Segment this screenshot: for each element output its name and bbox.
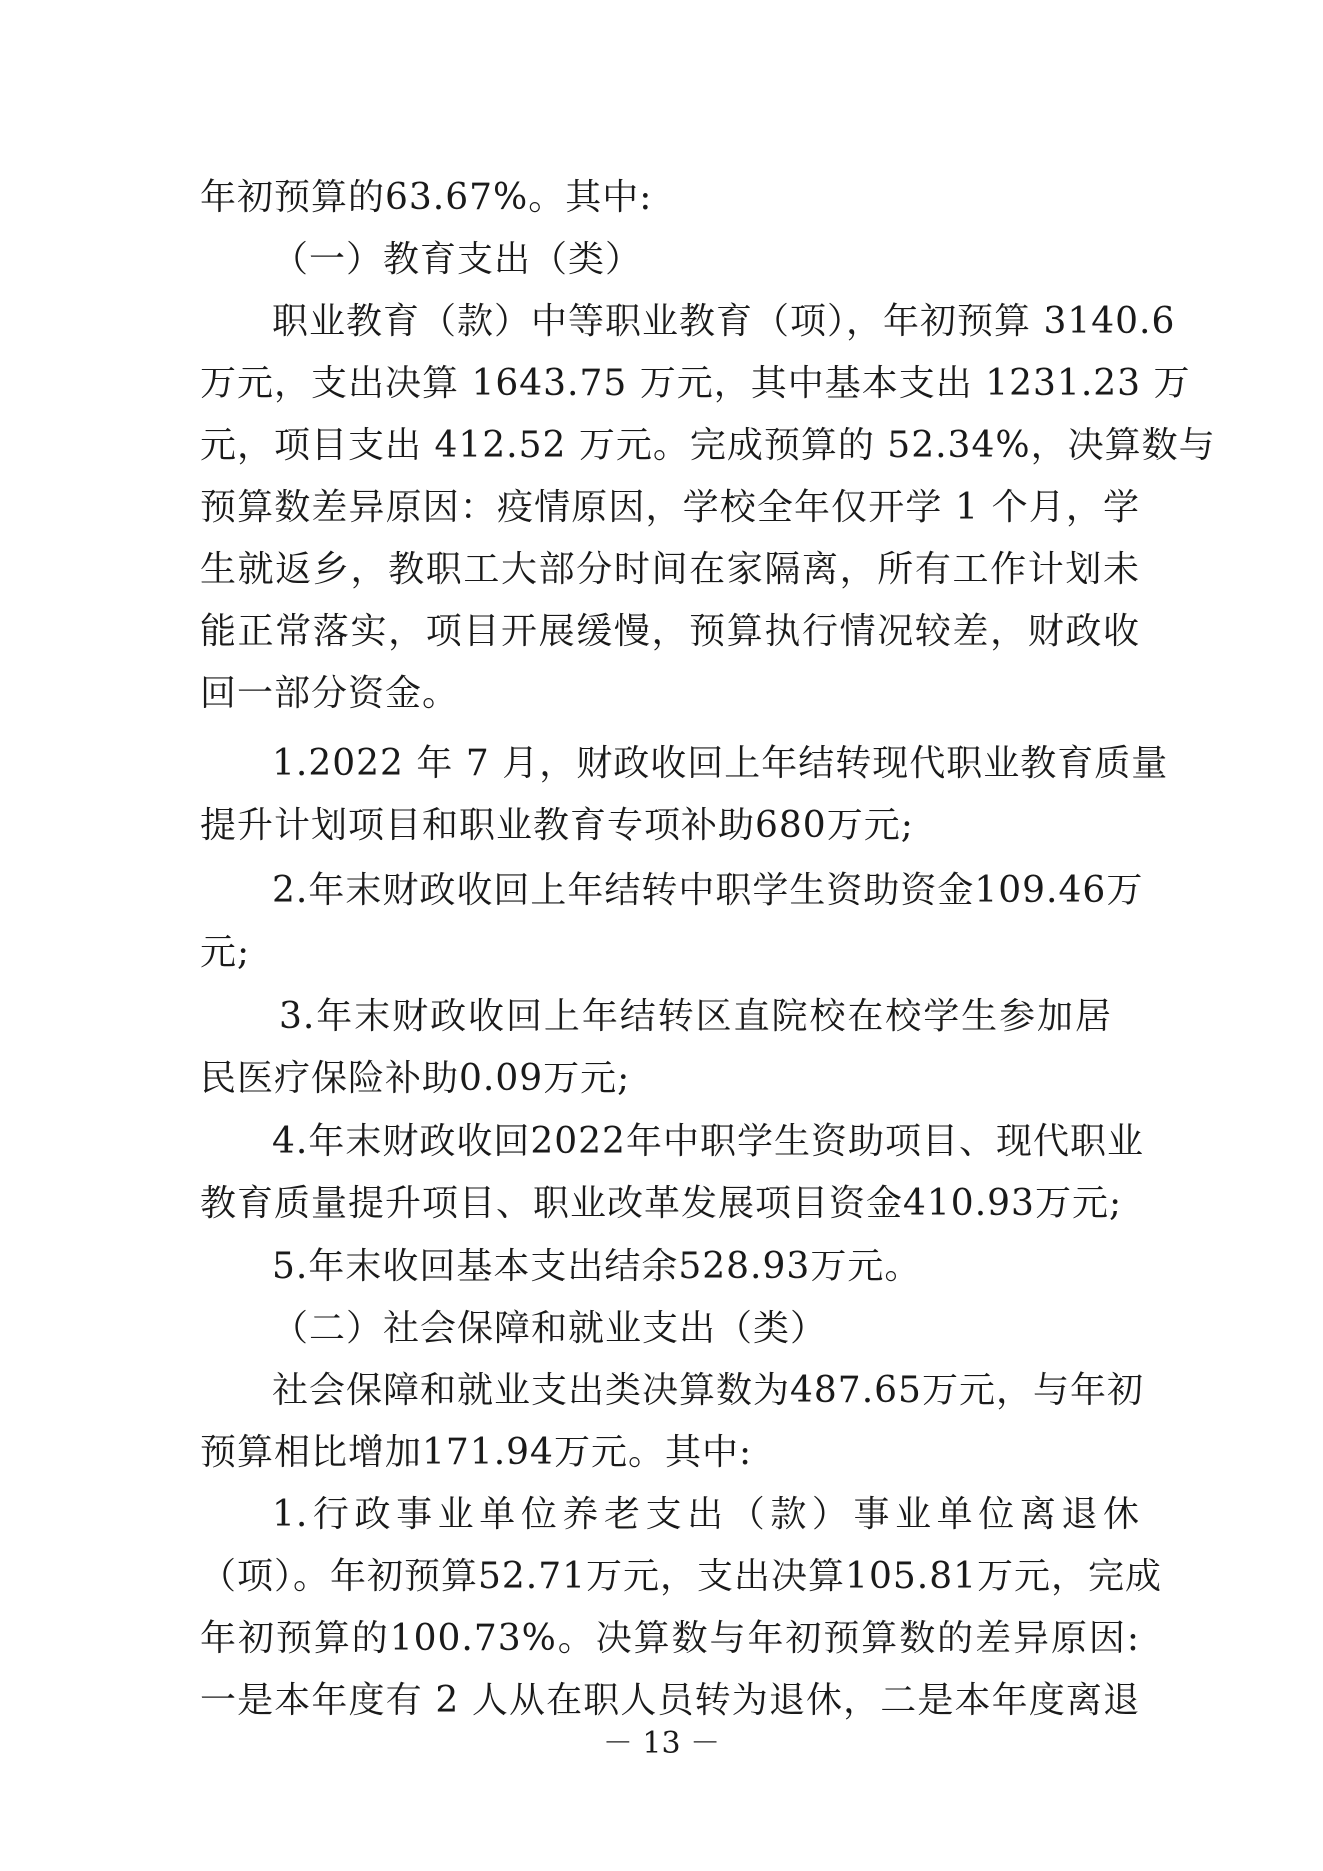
list-item-retirement-line-1: 1.行政事业单位养老支出（款）事业单位离退休 bbox=[272, 1494, 1140, 1535]
section-heading-education: （一）教育支出（类） bbox=[272, 239, 643, 280]
paragraph-line-9: 回一部分资金。 bbox=[200, 673, 460, 714]
list-item-4-line-2: 教育质量提升项目、职业改革发展项目资金410.93万元; bbox=[200, 1183, 1123, 1224]
paragraph-social-line-1: 社会保障和就业支出类决算数为487.65万元，与年初 bbox=[272, 1370, 1144, 1411]
list-item-retirement-line-4: 一是本年度有 2 人从在职人员转为退休，二是本年度离退 bbox=[200, 1680, 1140, 1721]
list-item-retirement-line-3: 年初预算的100.73%。决算数与年初预算数的差异原因: bbox=[200, 1618, 1140, 1659]
paragraph-line-7: 生就返乡，教职工大部分时间在家隔离，所有工作计划未 bbox=[200, 549, 1140, 590]
list-item-3-line-2: 民医疗保险补助0.09万元; bbox=[200, 1058, 631, 1099]
section-heading-social-security: （二）社会保障和就业支出（类） bbox=[272, 1308, 828, 1349]
paragraph-line-8: 能正常落实，项目开展缓慢，预算执行情况较差，财政收 bbox=[200, 611, 1140, 652]
list-item-retirement-line-2: （项）。年初预算52.71万元，支出决算105.81万元，完成 bbox=[200, 1556, 1163, 1597]
paragraph-line-1: 年初预算的63.67%。其中: bbox=[200, 177, 653, 218]
page-number: － 13 － bbox=[602, 1726, 721, 1761]
list-item-1-line-2: 提升计划项目和职业教育专项补助680万元; bbox=[200, 805, 914, 846]
paragraph-line-3: 职业教育（款）中等职业教育（项），年初预算 3140.6 bbox=[272, 301, 1176, 342]
list-item-2-line-2: 元; bbox=[200, 932, 251, 973]
paragraph-line-6: 预算数差异原因：疫情原因，学校全年仅开学 1 个月，学 bbox=[200, 487, 1140, 528]
list-item-3-line-1: 3.年末财政收回上年结转区直院校在校学生参加居 bbox=[279, 996, 1112, 1037]
list-item-2-line-1: 2.年末财政收回上年结转中职学生资助资金109.46万 bbox=[272, 870, 1144, 911]
paragraph-social-line-2: 预算相比增加171.94万元。其中: bbox=[200, 1432, 753, 1473]
list-item-1-line-1: 1.2022 年 7 月，财政收回上年结转现代职业教育质量 bbox=[272, 743, 1169, 784]
paragraph-line-4: 万元，支出决算 1643.75 万元，其中基本支出 1231.23 万 bbox=[200, 363, 1191, 404]
paragraph-line-5: 元，项目支出 412.52 万元。完成预算的 52.34%，决算数与 bbox=[200, 425, 1216, 466]
list-item-4-line-1: 4.年末财政收回2022年中职学生资助项目、现代职业 bbox=[272, 1121, 1144, 1162]
list-item-5: 5.年末收回基本支出结余528.93万元。 bbox=[272, 1246, 922, 1287]
